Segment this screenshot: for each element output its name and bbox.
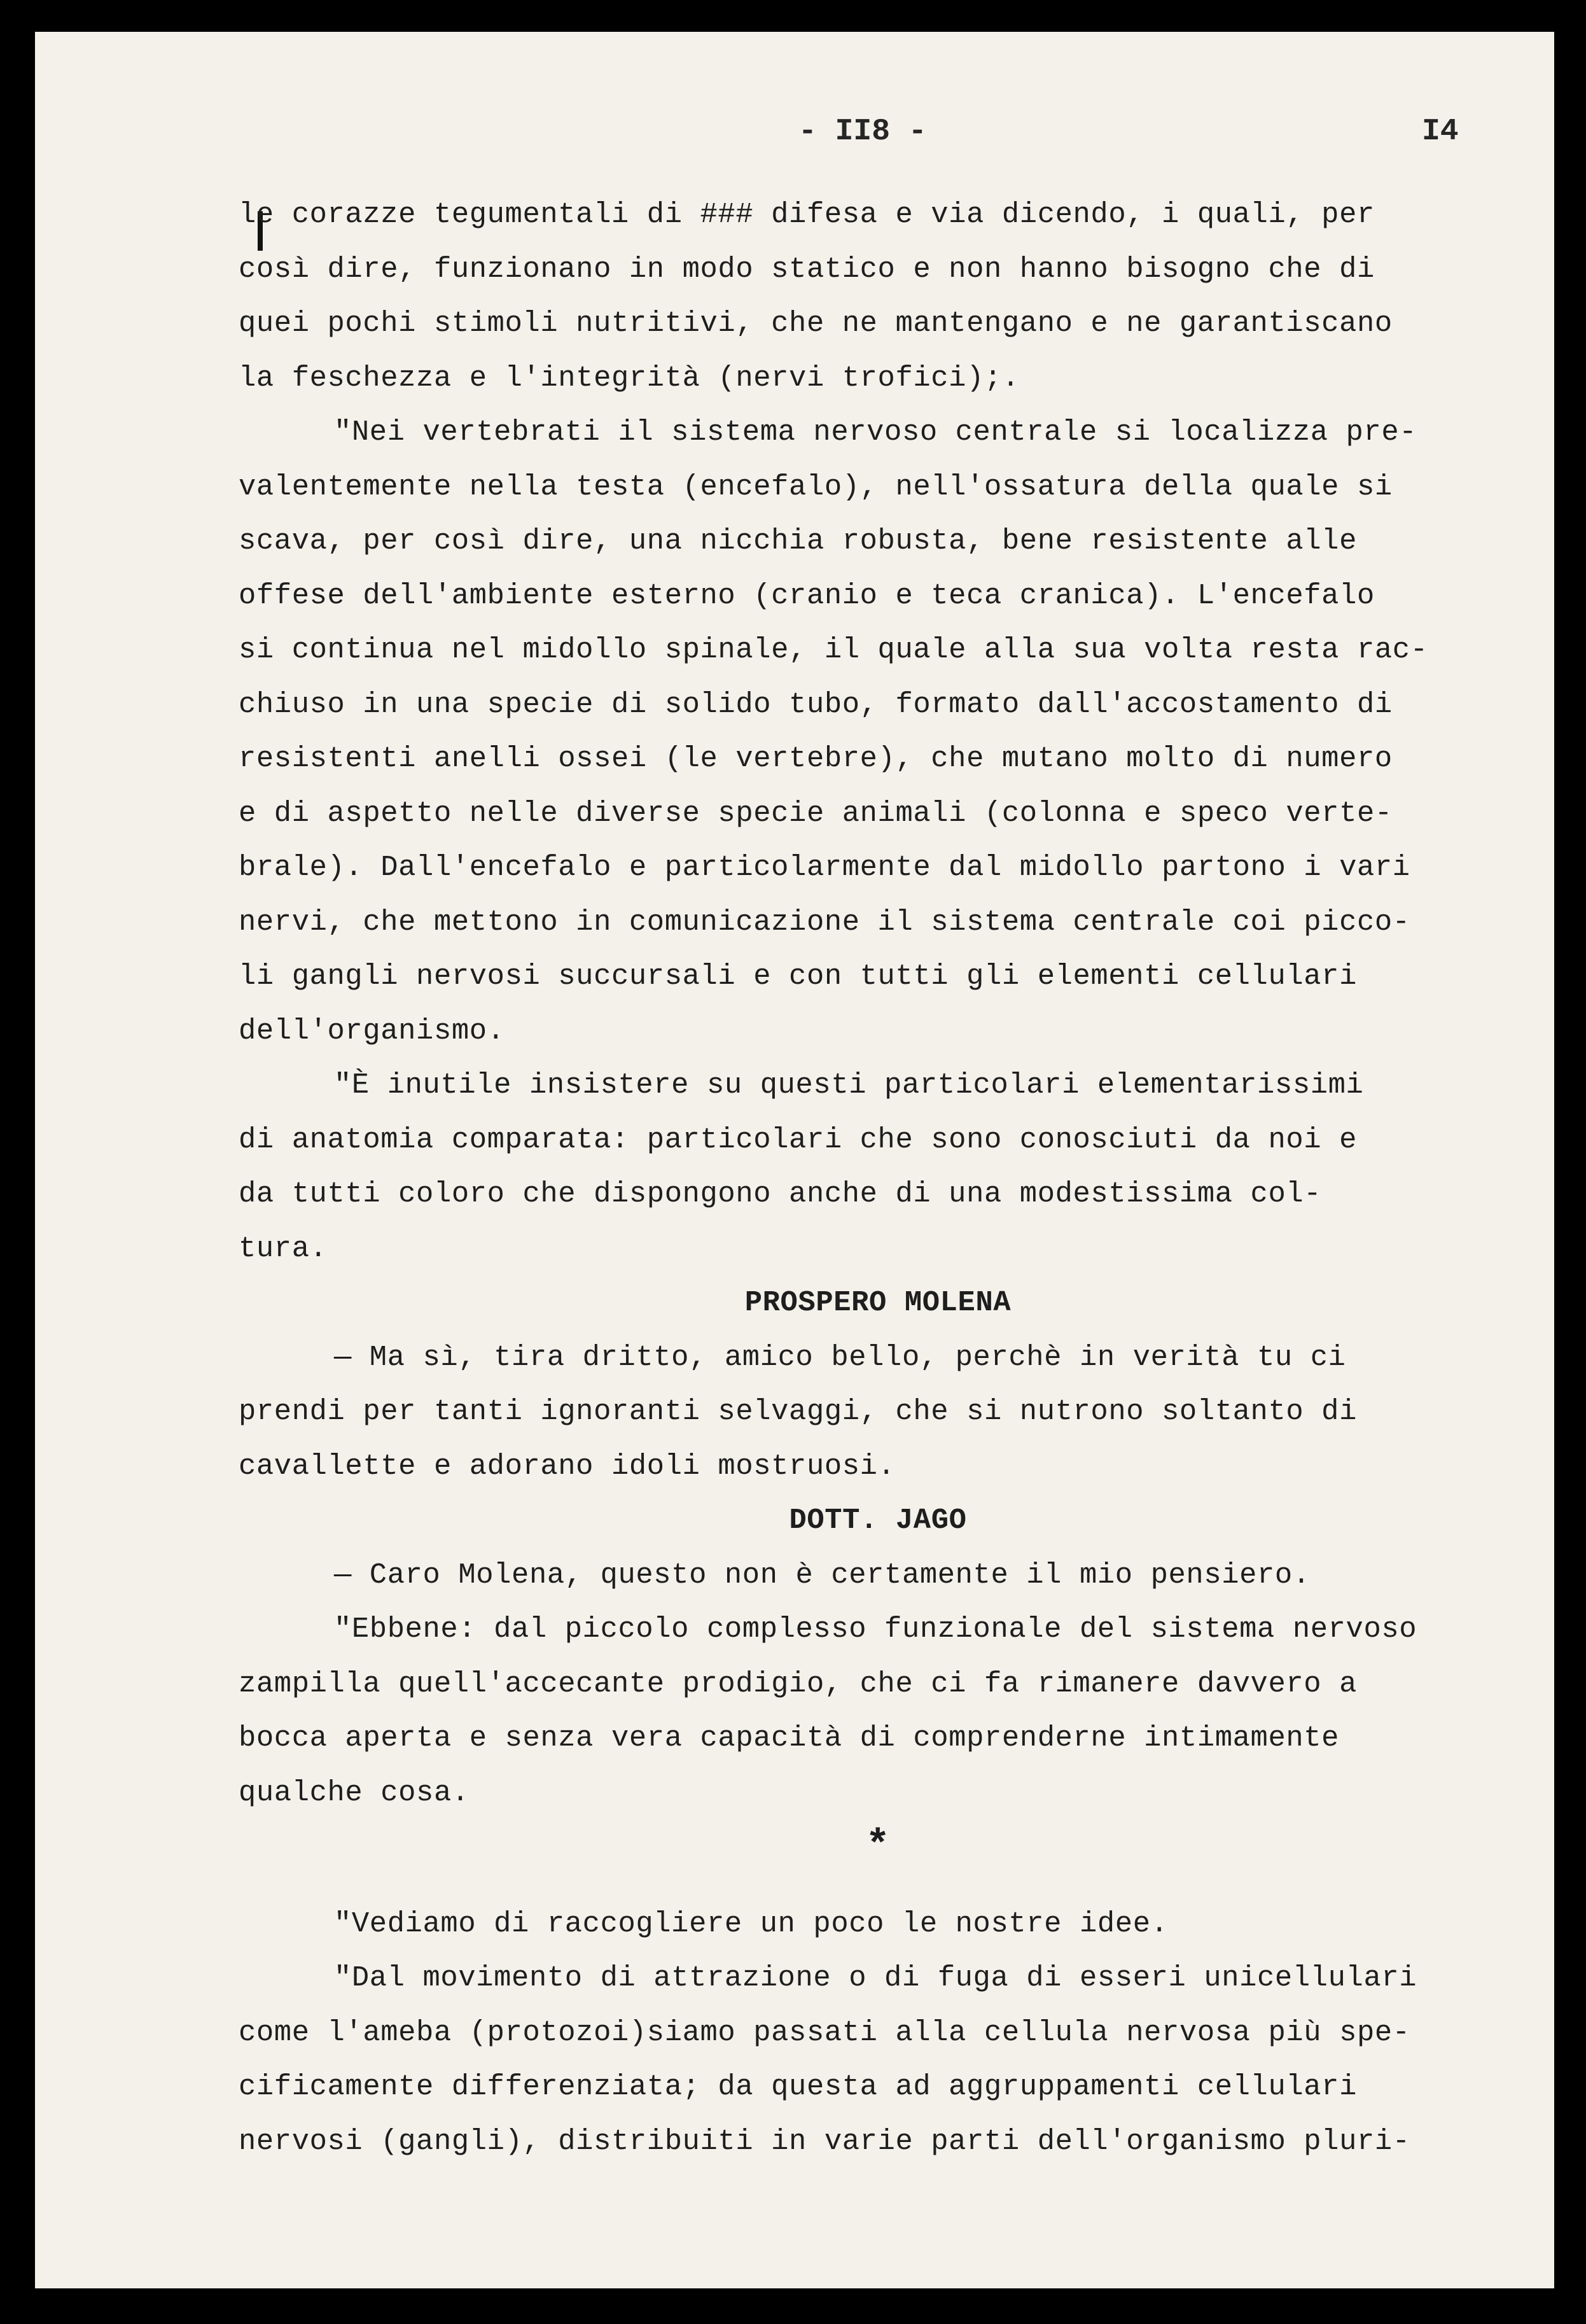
speaker-name: DOTT. JAGO	[789, 1504, 967, 1537]
text-line: nervosi (gangli), distribuiti in varie parti dell'organismo pluri-	[239, 2124, 1410, 2158]
text-line: e di aspetto nelle diverse specie animali (colonna e speco verte-	[239, 796, 1393, 830]
text-line: offese dell'ambiente esterno (cranio e teca cranica). L'encefalo	[239, 578, 1375, 612]
section-separator: *	[865, 1824, 891, 1870]
text-line: tura.	[239, 1231, 328, 1265]
text-line: brale). Dall'encefalo e particolarmente dal midollo partono i vari	[239, 851, 1410, 884]
text-line: la feschezza e l'integrità (nervi trofici);.	[239, 361, 1020, 395]
text-line: come l'ameba (protozoi)siamo passati alla cellula nervosa più spe-	[239, 2015, 1410, 2049]
text-line: zampilla quell'accecante prodigio, che ci fa rimanere davvero a	[239, 1667, 1357, 1700]
speaker-name: PROSPERO MOLENA	[744, 1286, 1012, 1319]
typewritten-page	[35, 32, 1554, 2288]
text-line: "Dal movimento di attrazione o di fuga di esseri unicellulari	[334, 1961, 1417, 1994]
text-line: resistenti anelli ossei (le vertebre), che mutano molto di numero	[239, 742, 1393, 775]
text-line: — Ma sì, tira dritto, amico bello, perchè in verità tu ci	[334, 1340, 1346, 1374]
text-line: chiuso in una specie di solido tubo, formato dall'accostamento di	[239, 687, 1393, 721]
text-line: di anatomia comparata: particolari che sono conosciuti da noi e	[239, 1123, 1357, 1156]
text-line: qualche cosa.	[239, 1775, 470, 1809]
text-line: dell'organismo.	[239, 1014, 505, 1047]
text-line: cificamente differenziata; da questa ad aggruppamenti cellulari	[239, 2070, 1357, 2103]
section-gap	[239, 1875, 1517, 1897]
text-line: si continua nel midollo spinale, il quale alla sua volta resta rac-	[239, 633, 1428, 666]
text-line: "Ebbene: dal piccolo complesso funzionale del sistema nervoso	[334, 1613, 1417, 1646]
text-line: valentemente nella testa (encefalo), nell'ossatura della quale si	[239, 470, 1393, 503]
text-line: cavallette e adorano idoli mostruosi.	[239, 1449, 896, 1483]
page-number: - II8 -	[798, 115, 927, 149]
text-line: "Nei vertebrati il sistema nervoso centrale si localizza pre-	[334, 416, 1417, 449]
text-line: così dire, funzionano in modo statico e non hanno bisogno che di	[239, 252, 1375, 286]
text-line: da tutti coloro che dispongono anche di una modestissima col-	[239, 1177, 1322, 1210]
text-line: li gangli nervosi succursali e con tutti gli elementi cellulari	[239, 960, 1357, 993]
text-line: "Vediamo di raccogliere un poco le nostre idee.	[334, 1907, 1169, 1940]
text-line: le corazze tegumentali di ### difesa e via dicendo, i quali, per	[239, 198, 1375, 231]
text-line: "È inutile insistere su questi particolari elementarissimi	[334, 1068, 1364, 1102]
text-line: scava, per così dire, una nicchia robusta, bene resistente alle	[239, 524, 1357, 557]
text-line: bocca aperta e senza vera capacità di comprenderne intimamente	[239, 1721, 1340, 1754]
text-line: quei pochi stimoli nutritivi, che ne mantengano e ne garantiscano	[239, 307, 1393, 340]
text-line: — Caro Molena, questo non è certamente il mio pensiero.	[334, 1558, 1311, 1592]
text-line: prendi per tanti ignoranti selvaggi, che si nutrono soltanto di	[239, 1395, 1357, 1428]
page-body	[239, 188, 1517, 2169]
text-line: nervi, che mettono in comunicazione il sistema centrale coi picco-	[239, 905, 1410, 939]
sheet-number: I4	[1422, 115, 1459, 149]
